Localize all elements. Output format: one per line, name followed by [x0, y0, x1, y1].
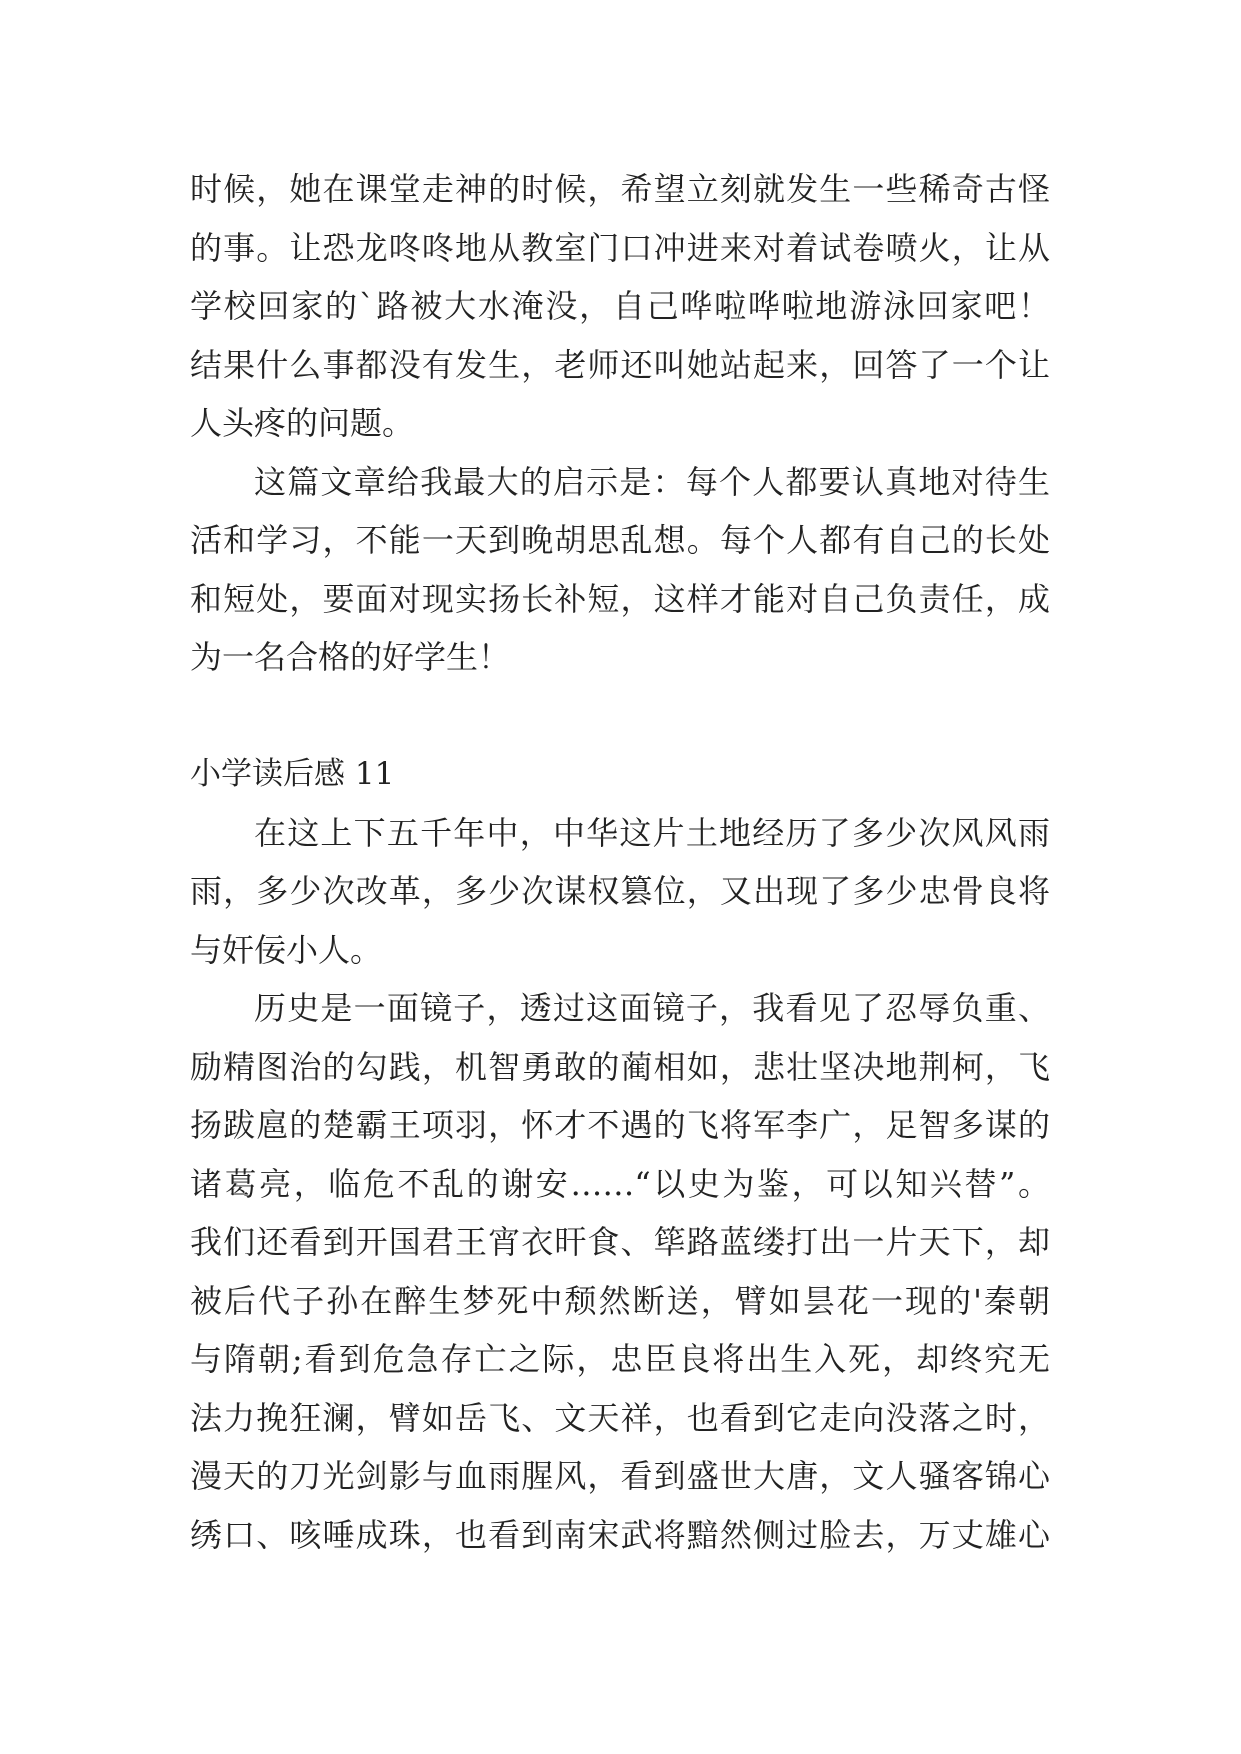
text-line: 法力挽狂澜，臂如岳飞、文天祥，也看到它走向没落之时，: [190, 1398, 1050, 1437]
text-line: 的事。让恐龙咚咚地从教室门口冲进来对着试卷喷火，让从: [190, 228, 1050, 267]
paragraph-4: [190, 979, 1050, 1564]
text-line: 诸葛亮，临危不乱的谢安……“以史为鉴，可以知兴替”。: [190, 1164, 1050, 1203]
text-line: 和短处，要面对现实扬长补短，这样才能对自己负责任，成: [190, 579, 1050, 618]
text-line: 被后代子孙在醉生梦死中颓然断送，臂如昙花一现的'秦朝: [190, 1281, 1050, 1320]
text-line: 雨，多少次改革，多少次谋权篡位，又出现了多少忠骨良将: [190, 872, 1050, 910]
text-line: 励精图治的勾践，机智勇敢的蔺相如，悲壮坚决地荆柯，飞: [190, 1047, 1050, 1086]
text-line: 与隋朝;看到危急存亡之际，忠臣良将出生入死，却终究无: [190, 1340, 1050, 1378]
text-line: 在这上下五千年中，中华这片土地经历了多少次风风雨: [254, 813, 1050, 852]
paragraph-1: [190, 160, 1050, 453]
text-line: 学校回家的`路被大水淹没，自己哗啦哗啦地游泳回家吧！: [190, 287, 1050, 325]
text-line: 活和学习，不能一天到晚胡思乱想。每个人都有自己的长处: [190, 521, 1050, 559]
text-line: 漫天的刀光剑影与血雨腥风，看到盛世大唐，文人骚客锦心: [190, 1457, 1050, 1495]
text-line: 我们还看到开国君王宵衣旰食、筚路蓝缕打出一片天下，却: [190, 1223, 1050, 1261]
text-line: 为一名合格的好学生！: [190, 638, 511, 676]
document-body: [190, 160, 1050, 1564]
paragraph-gap: [190, 687, 1050, 746]
text-line: 与奸佞小人。: [190, 930, 383, 969]
paragraph-3: [190, 804, 1050, 980]
text-line: 绣口、咳唾成珠，也看到南宋武将黯然侧过脸去，万丈雄心: [190, 1515, 1050, 1554]
paragraph-2: [190, 453, 1050, 687]
text-line: 这篇文章给我最大的启示是：每个人都要认真地对待生: [254, 462, 1050, 501]
text-line: 人头疼的问题。: [190, 404, 415, 442]
text-line: 结果什么事都没有发生，老师还叫她站起来，回答了一个让: [190, 345, 1050, 384]
text-line: 历史是一面镜子，透过这面镜子，我看见了忍辱负重、: [254, 989, 1050, 1027]
text-line: 时候，她在课堂走神的时候，希望立刻就发生一些稀奇古怪: [190, 170, 1050, 208]
section-title: 小学读后感 11: [190, 756, 395, 792]
text-line: 扬跋扈的楚霸王项羽，怀才不遇的飞将军李广，足智多谋的: [190, 1106, 1050, 1144]
